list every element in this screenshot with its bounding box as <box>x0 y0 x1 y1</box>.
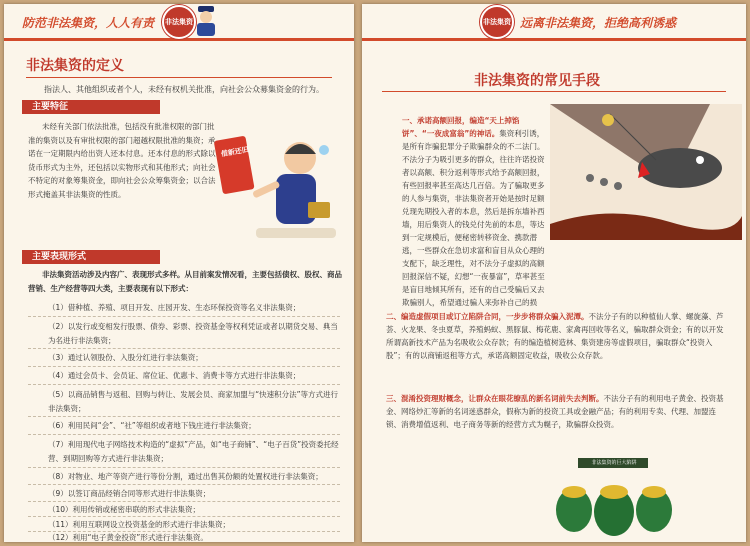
method-1-body: 集资利引诱，是所有诈骗犯罪分子欺骗群众的不二法门。不法分子为吸引更多的群众，往往许诺投资者以高额、积分返利等形式给予高额回报，有些回报率甚至高达几百倍。为了骗取更多的人参与集资，非法集资者开始是按时足额兑现先期投入者的本息，然后是拆东墙补西墙，用后集资人的钱兑付先前的本息，等达到一定规模后，便秘密转移资金、携款潜逃，一些群众在急切求富和盲目从众心理的支配下，缺乏理性，对不法分子虚拟的高额回报深信不疑，幻想“一夜暴富”，草率甚至是盲目地倾其所有，还有的自己受骗后又去欺骗别人，希望通过骗人来弥补自己的损 <box>402 129 545 307</box>
left-header <box>4 4 354 41</box>
title-divider <box>26 77 332 78</box>
item-divider <box>28 384 340 385</box>
police-mascot-icon <box>194 5 218 37</box>
method-3-heading: 三、混淆投资理财概念，让群众在眼花缭乱的新名词前失去判断。 <box>386 394 604 403</box>
cartoon-sign: 借新还旧 <box>220 145 250 159</box>
list-item: （12）利用“电子黄金投资”形式进行非法集资。 <box>48 533 208 542</box>
definition-title: 非法集资的定义 <box>26 58 124 74</box>
left-page <box>4 4 354 542</box>
list-item: （10）利用传销或秘密串联的形式非法集资； <box>48 505 201 514</box>
list-item: （1）借种植、养殖、项目开发、庄园开发、生态环保投资等名义非法集资； <box>48 303 301 312</box>
right-header-badge: 非法集资 <box>480 5 514 39</box>
item-divider <box>28 416 340 417</box>
item-divider <box>28 467 340 468</box>
item-divider <box>28 316 340 317</box>
method-1-paragraph <box>402 114 548 310</box>
list-item: （5）以商品销售与返租、回购与转让、发展会员、商家加盟与“快速积分法”等方式进行非法集资； <box>48 390 339 413</box>
list-item: （8）对物业、地产等资产进行等份分割，通过出售其份额的处置权进行非法集资； <box>48 472 323 481</box>
section-main-features: 主要特征 <box>22 100 160 114</box>
item-divider <box>28 434 340 435</box>
title-divider <box>382 91 726 92</box>
right-header <box>362 4 746 41</box>
forms-intro: 非法集资活动涉及内容广、表现形式多样。从目前案发情况看，主要包括债权、股权、商品营销、生产经营等四大类，主要表现有以下形式： <box>28 270 342 293</box>
method-3-body: 不法分子有的利用电子黄金、投资基金、网络炒汇等新的名词迷惑群众，假称为新的投资工具或金融产品；有的利用专卖、代理、加盟连锁、消费增值返利、电子商务等新的经营方式为幌子，欺骗群众投资。 <box>386 394 724 429</box>
trap-sign: 非法集资的巨大陷阱 <box>591 460 637 466</box>
list-item: （6）利用民间“会”、“社”等组织或者地下钱庄进行非法集资； <box>48 421 256 430</box>
section-forms: 主要表现形式 <box>22 250 160 264</box>
left-header-slogan: 防范非法集资，人人有责 <box>22 16 155 30</box>
item-divider <box>28 516 340 517</box>
definition-text: 指法人、其他组织或者个人，未经有权机关批准，向社会公众募集资金的行为。 <box>44 85 324 94</box>
item-divider <box>28 484 340 485</box>
method-2-body: 不法分子有的以种植仙人掌、螺旋藻、芦荟、火龙果、冬虫夏草，养殖蚂蚁、黑豚鼠、梅花鹿、家禽再回收等名义，骗取群众资金；有的以开发所谓高新技术产品为名吸收公众存款；有的编造植树造林、集资建房等虚假项目，骗取群众“投资入股”；有的以商铺返租等方式，承诺高额固定收益，吸收公众存款。 <box>386 312 724 360</box>
list-item: （2）以发行或变相发行股票、债券、彩票、投资基金等权利凭证或者以期货交易、典当为名进行非法集资； <box>48 322 338 345</box>
trap-jars-illustration <box>548 454 680 538</box>
right-header-slogan: 远离非法集资，拒绝高利诱惑 <box>520 16 677 30</box>
item-divider <box>28 366 340 367</box>
item-divider <box>28 501 340 502</box>
list-item: （11）利用互联网设立投资基金的形式进行非法集资； <box>48 520 231 529</box>
list-item: （4）通过会员卡、会员证、席位证、优惠卡、消费卡等方式进行非法集资； <box>48 371 301 380</box>
right-page <box>362 4 746 542</box>
method-1-heading: 一、承诺高额回报，编造“天上掉馅饼”、“一夜成富翁”的神话。 <box>402 116 520 138</box>
cartoon-illustration <box>212 124 344 244</box>
list-item: （3）通过认领股份、入股分红进行非法集资； <box>48 353 203 362</box>
method-2-paragraph <box>386 310 730 376</box>
fishing-illustration <box>550 104 742 240</box>
methods-title: 非法集资的常见手段 <box>474 73 600 89</box>
method-3-paragraph <box>386 392 730 446</box>
item-divider <box>28 348 340 349</box>
list-item: （7）利用现代电子网络技术构造的“虚拟”产品，如“电子商铺”、“电子百货”投资委托经营、到期回购等方式进行非法集资； <box>48 440 339 463</box>
method-2-heading: 二、编造虚假项目或订立陷阱合同，一步步将群众骗入泥潭。 <box>386 312 589 321</box>
left-header-badge: 非法集资 <box>162 5 196 39</box>
list-item: （9）以签订商品经销合同等形式进行非法集资； <box>48 489 211 498</box>
main-features-text: 未经有关部门依法批准，包括没有批准权限的部门批准的集资以及有审批权限的部门超越权限批准的集资；承诺在一定期限内给出资人还本付息。还本付息的形式除以货币形式为主外，还包括以实物形式和其他形式；向社会不特定的对象筹集资金，即向社会公众筹集资金；以合法形式掩盖其非法集资的性质。 <box>28 122 216 199</box>
